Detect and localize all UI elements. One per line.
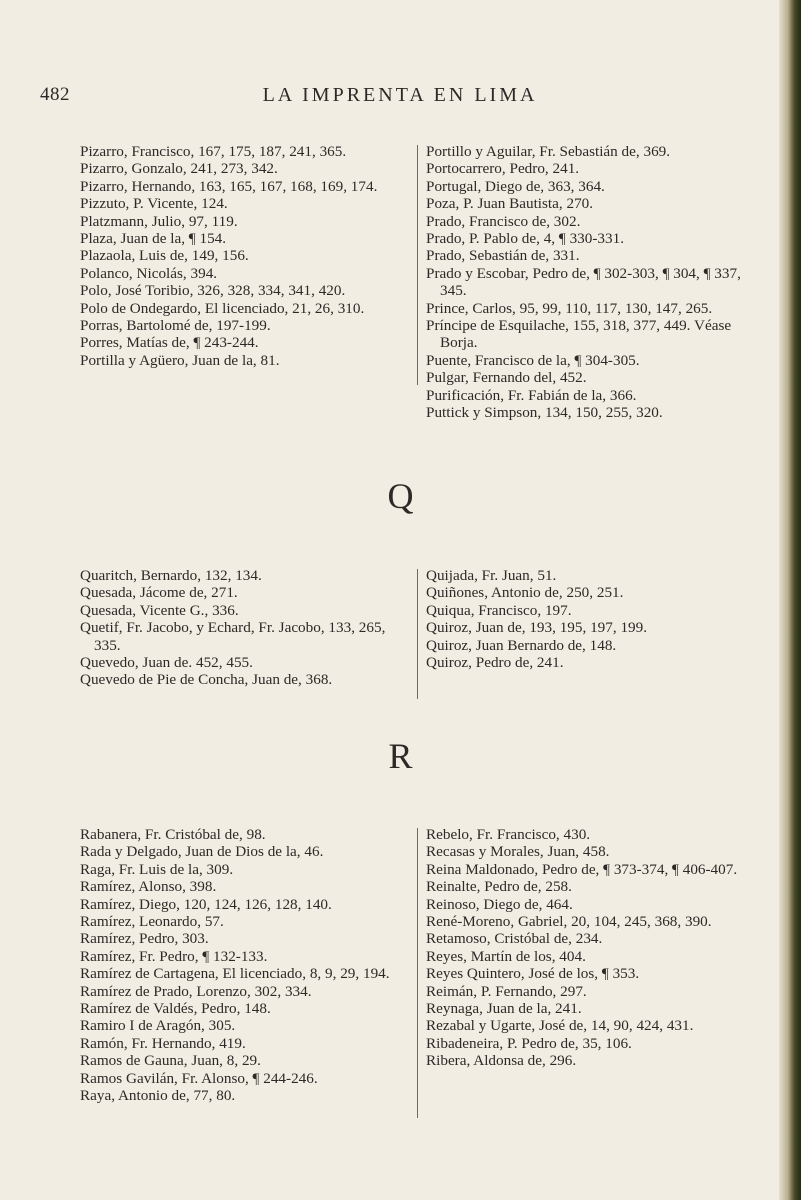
index-entry: Quiroz, Pedro de, 241. bbox=[426, 654, 564, 672]
index-entry: Polo de Ondegardo, El licenciado, 21, 26, 310. bbox=[80, 299, 365, 317]
index-entry: Prado y Escobar, Pedro de, ¶ 302-303, ¶ 304, ¶ 337, 345. bbox=[426, 264, 741, 300]
index-entry: Pizzuto, P. Vicente, 124. bbox=[80, 195, 228, 213]
index-entry: Puente, Francisco de la, ¶ 304-305. bbox=[426, 351, 640, 369]
index-entry: Porres, Matías de, ¶ 243-244. bbox=[80, 334, 259, 352]
index-entry: Rada y Delgado, Juan de Dios de la, 46. bbox=[80, 843, 324, 861]
index-entry: Recasas y Morales, Juan, 458. bbox=[426, 843, 610, 861]
index-entry: Reinoso, Diego de, 464. bbox=[426, 895, 573, 913]
section-letter-q: Q bbox=[387, 476, 414, 516]
index-entry: Ramos de Gauna, Juan, 8, 29. bbox=[80, 1052, 261, 1070]
index-entry: Prado, Sebastián de, 331. bbox=[426, 247, 580, 265]
index-entry: Porras, Bartolomé de, 197-199. bbox=[80, 317, 271, 335]
index-entry: Pizarro, Francisco, 167, 175, 187, 241, 365. bbox=[80, 143, 347, 160]
index-entry: Raga, Fr. Luis de la, 309. bbox=[80, 860, 234, 878]
index-entry: Retamoso, Cristóbal de, 234. bbox=[426, 930, 603, 948]
index-entry: Pizarro, Hernando, 163, 165, 167, 168, 169, 174. bbox=[80, 177, 378, 195]
index-entry: Reyes, Martín de los, 404. bbox=[426, 947, 586, 965]
index-entry: Poza, P. Juan Bautista, 270. bbox=[426, 195, 594, 213]
index-entry: Ribadeneira, P. Pedro de, 35, 106. bbox=[426, 1034, 632, 1052]
column-divider bbox=[417, 145, 418, 385]
index-entry: Quesada, Vicente G., 336. bbox=[80, 601, 239, 619]
index-section-p bbox=[80, 143, 760, 422]
index-entry: Pulgar, Fernando del, 452. bbox=[426, 369, 587, 387]
index-entry: Reina Maldonado, Pedro de, ¶ 373-374, ¶ 406-407. bbox=[426, 860, 738, 878]
index-entry: Quiqua, Francisco, 197. bbox=[426, 601, 572, 619]
index-entry: Quevedo, Juan de. 452, 455. bbox=[80, 654, 253, 672]
index-entry: Ribera, Aldonsa de, 296. bbox=[426, 1052, 577, 1070]
index-column-left bbox=[80, 143, 410, 369]
index-column-left bbox=[80, 826, 410, 1105]
index-entry: Reynaga, Juan de la, 241. bbox=[426, 1000, 582, 1018]
index-entry: Portillo y Aguilar, Fr. Sebastián de, 369. bbox=[426, 143, 671, 160]
index-entry: Quijada, Fr. Juan, 51. bbox=[426, 567, 557, 584]
index-entry: Ramírez de Cartagena, El licenciado, 8, 9, 29, 194. bbox=[80, 965, 390, 983]
index-entry: Ramírez, Diego, 120, 124, 126, 128, 140. bbox=[80, 895, 332, 913]
index-entry: Príncipe de Esquilache, 155, 318, 377, 449. Véase Borja. bbox=[426, 317, 732, 352]
index-entry: Puttick y Simpson, 134, 150, 255, 320. bbox=[426, 404, 663, 422]
index-column-right bbox=[426, 143, 756, 422]
index-entry: Purificación, Fr. Fabián de la, 366. bbox=[426, 386, 637, 404]
page-header bbox=[40, 84, 760, 114]
index-entry: Ramírez, Fr. Pedro, ¶ 132-133. bbox=[80, 947, 268, 965]
index-entry: Plaza, Juan de la, ¶ 154. bbox=[80, 230, 227, 248]
index-entry: René-Moreno, Gabriel, 20, 104, 245, 368, 390. bbox=[426, 913, 712, 931]
index-entry: Quiroz, Juan Bernardo de, 148. bbox=[426, 636, 617, 654]
index-column-right bbox=[426, 567, 756, 671]
index-entry: Portilla y Agüero, Juan de la, 81. bbox=[80, 351, 280, 369]
index-entry: Prado, Francisco de, 302. bbox=[426, 212, 581, 230]
index-entry: Ramos Gavilán, Fr. Alonso, ¶ 244-246. bbox=[80, 1069, 318, 1087]
column-divider bbox=[417, 569, 418, 699]
index-entry: Rebelo, Fr. Francisco, 430. bbox=[426, 826, 591, 843]
page-edge-shadow bbox=[779, 0, 801, 1200]
index-entry: Polanco, Nicolás, 394. bbox=[80, 264, 218, 282]
running-title: LA IMPRENTA EN LIMA bbox=[262, 84, 538, 106]
index-entry: Portocarrero, Pedro, 241. bbox=[426, 160, 580, 178]
index-entry: Reimán, P. Fernando, 297. bbox=[426, 982, 587, 1000]
index-entry: Quaritch, Bernardo, 132, 134. bbox=[80, 567, 262, 584]
index-entry: Ramiro I de Aragón, 305. bbox=[80, 1017, 236, 1035]
column-divider bbox=[417, 828, 418, 1118]
index-entry: Ramírez, Leonardo, 57. bbox=[80, 913, 224, 931]
index-entry: Rabanera, Fr. Cristóbal de, 98. bbox=[80, 826, 266, 843]
index-column-left bbox=[80, 567, 410, 689]
section-letter-r: R bbox=[388, 736, 413, 776]
index-entry: Prado, P. Pablo de, 4, ¶ 330-331. bbox=[426, 230, 624, 248]
index-entry: Quetif, Fr. Jacobo, y Echard, Fr. Jacobo, 133, 265, 335. bbox=[80, 619, 386, 654]
index-entry: Ramírez de Valdés, Pedro, 148. bbox=[80, 1000, 271, 1018]
index-entry: Rezabal y Ugarte, José de, 14, 90, 424, 431. bbox=[426, 1017, 694, 1035]
index-entry: Platzmann, Julio, 97, 119. bbox=[80, 212, 238, 230]
index-entry: Quiroz, Juan de, 193, 195, 197, 199. bbox=[426, 619, 648, 637]
index-entry: Prince, Carlos, 95, 99, 110, 117, 130, 147, 265. bbox=[426, 299, 713, 317]
index-section-r bbox=[80, 826, 760, 1126]
index-entry: Ramírez de Prado, Lorenzo, 302, 334. bbox=[80, 982, 312, 1000]
index-entry: Quesada, Jácome de, 271. bbox=[80, 584, 238, 602]
index-entry: Ramírez, Alonso, 398. bbox=[80, 878, 217, 896]
index-entry: Ramón, Fr. Hernando, 419. bbox=[80, 1034, 246, 1052]
page-number: 482 bbox=[40, 84, 70, 105]
index-entry: Portugal, Diego de, 363, 364. bbox=[426, 177, 605, 195]
index-entry: Pizarro, Gonzalo, 241, 273, 342. bbox=[80, 160, 278, 178]
index-entry: Reinalte, Pedro de, 258. bbox=[426, 878, 572, 896]
index-entry: Reyes Quintero, José de los, ¶ 353. bbox=[426, 965, 640, 983]
index-entry: Raya, Antonio de, 77, 80. bbox=[80, 1087, 236, 1105]
index-entry: Quiñones, Antonio de, 250, 251. bbox=[426, 584, 624, 602]
index-section-q bbox=[80, 567, 760, 707]
index-column-right bbox=[426, 826, 756, 1070]
index-entry: Plazaola, Luis de, 149, 156. bbox=[80, 247, 249, 265]
index-entry: Polo, José Toribio, 326, 328, 334, 341, 420. bbox=[80, 282, 346, 300]
index-entry: Quevedo de Pie de Concha, Juan de, 368. bbox=[80, 671, 333, 689]
index-entry: Ramírez, Pedro, 303. bbox=[80, 930, 209, 948]
